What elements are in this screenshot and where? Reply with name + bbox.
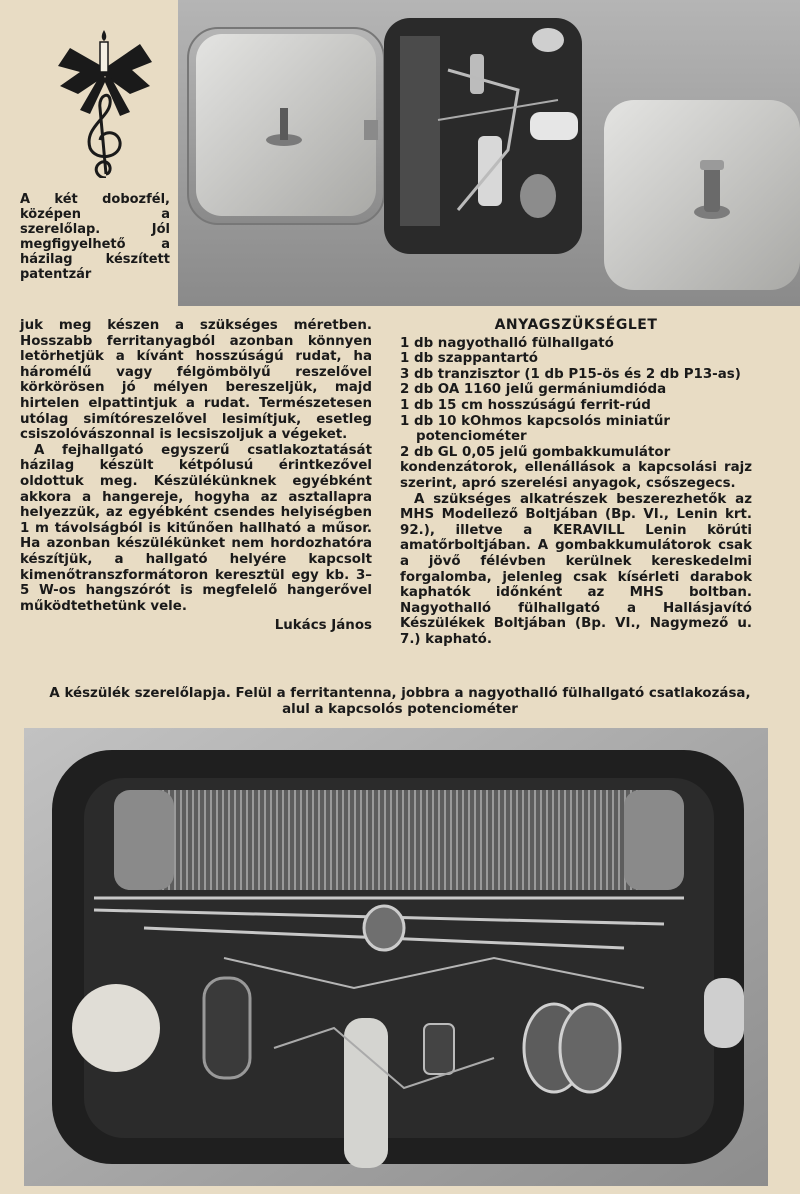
bottom-photo (24, 728, 768, 1186)
materials-item: 3 db tranzisztor (1 db P15-ös és 2 db P13-as) (400, 366, 741, 382)
bottom-photo-caption: A készülék szerelőlapja. Felül a ferritantenna, jobbra a nagyothalló fülhallgató csatlakozása, alul a kapcsolós potenciométer (49, 686, 751, 717)
materials-item: 1 db szappantartó (400, 351, 538, 367)
box-half-right (604, 100, 800, 290)
top-photo-caption: A két dobozfél, középen a szerelőlap. Jól megfigyelhető a házilag készített patentzár (20, 192, 170, 282)
top-photo (178, 0, 800, 306)
article-paragraph: juk meg készen a szükséges méretben. Hosszabb ferritanyagból azonban könnyen letörhetjük a kívánt hosszúságú rudat, ha háromélű vagy félgömbölyű reszelővel körkörösen jó mélyen bereszeljük, majd hirtelen elpattintjuk a rudat. Természetesen utólag simítóreszelővel lesimítjuk, esetleg csiszolóvászonnal is lecsiszoljuk a végeket. (20, 318, 372, 443)
materials-item: 1 db 15 cm hosszúságú ferrit-rúd (400, 397, 651, 413)
sourcing-paragraph: A szükséges alkatrészek beszerezhetők az MHS Modellező Boltjában (Bp. VI., Lenin krt. 92.), illetve a KERAVILL Lenin körúti amatőrboltjában. A gombakkumulátorok csak a jövő félévben kerülnek kereskedelmi forgalomba, jelenleg csak kísérleti darabok kaphatók időnként az MHS boltban. Nagyothalló fülhallgató a Hallásjavító Készülékek Boltjában (Bp. VI., Nagymező u. 7.) kapható. (400, 491, 752, 647)
box-center-board (384, 18, 582, 254)
article-author: Lukács János (274, 618, 372, 634)
article-paragraph: A fejhallgató egyszerű csatlakoztatását házilag készült kétpólusú érintkezővel oldottuk meg. Készülékünknek egyébként akkora a hangereje, hogyha az asztallapra helyezzük, az egyébként csendes helyiségben 1 m távolságból is kitűnően hallható a műsor. Ha azonban készülékünket nem hordozhatóra készítjük, a hallgató helyére kapcsolt kimenőtranszformátoron keresztül egy kb. 3–5 W-os hangszórót is megfelelő hangerővel működtethetünk vele. (20, 442, 372, 614)
christmas-ornament-icon (50, 28, 160, 178)
article-right-column (400, 318, 752, 647)
materials-list (400, 336, 752, 461)
box-half-left (188, 28, 384, 224)
treble-clef-icon (89, 95, 120, 178)
materials-heading: ANYAGSZÜKSÉGLET (494, 317, 658, 333)
ferrite-antenna (114, 790, 684, 890)
materials-note: kondenzátorok, ellenállások a kapcsolási rajz szerint, apró szerelési anyagok, csőszegecs. (400, 460, 752, 491)
materials-item: 1 db 10 kOhmos kapcsolós miniatűr potenciométer (400, 413, 671, 445)
materials-item: 2 db GL 0,05 jelű gombakkumulátor (400, 444, 671, 460)
materials-item: 2 db OA 1160 jelű germániumdióda (400, 382, 667, 398)
materials-item: 1 db nagyothalló fülhallgató (400, 335, 614, 351)
article-left-column (20, 318, 372, 634)
